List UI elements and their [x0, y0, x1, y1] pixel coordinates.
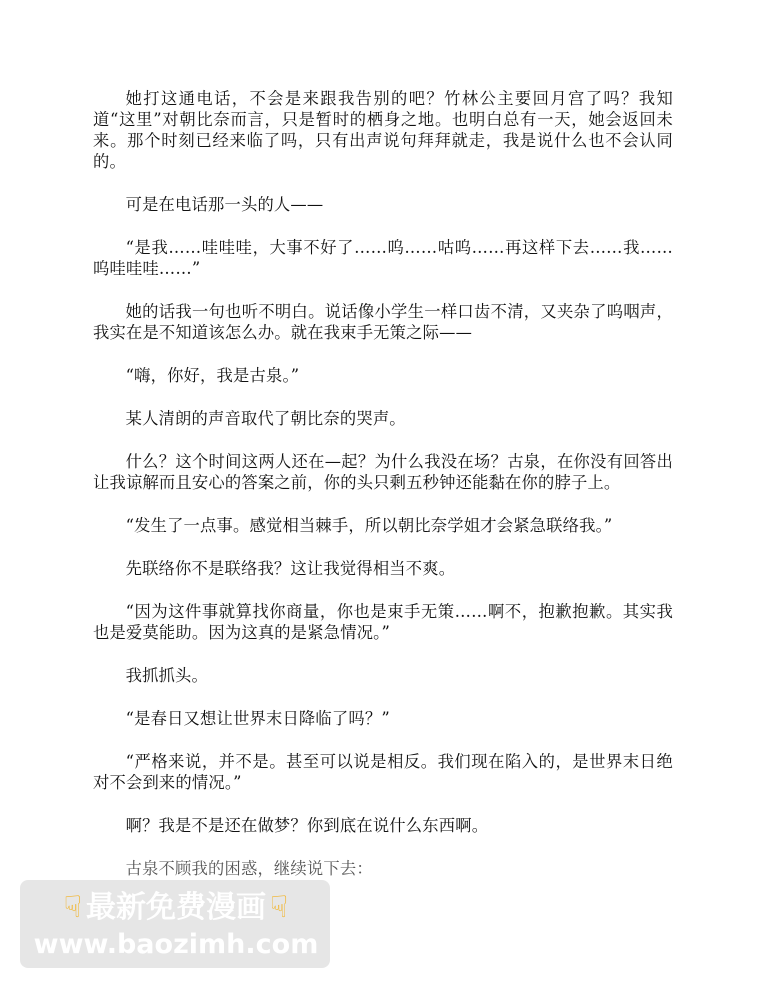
paragraph: 某人清朗的声音取代了朝比奈的哭声。: [125, 409, 406, 428]
paragraph: 我抓抓头。: [125, 666, 209, 685]
paragraph: 可是在电话那一头的人——: [125, 195, 324, 214]
watermark-overlay: [20, 880, 330, 968]
paragraph: “严格来说，并不是。甚至可以说是相反。我们现在陷入的，是世界末日绝对不会到来的情况。”: [93, 752, 673, 792]
watermark-title-row: [28, 888, 324, 928]
paragraph: 先联络你不是联络我？这让我觉得相当不爽。: [125, 559, 456, 578]
watermark-title: 最新免费漫画: [86, 890, 266, 925]
pointing-down-hand-icon: ☟: [63, 890, 82, 925]
paragraph: “是我……哇哇哇，大事不好了……呜……咕呜……再这样下去……我……呜哇哇哇……”: [93, 238, 673, 278]
document-body: [93, 88, 673, 901]
paragraph: “嗨，你好，我是古泉。”: [125, 366, 300, 385]
paragraph: 她的话我一句也听不明白。说话像小学生一样口齿不清，又夹杂了呜咽声，我实在是不知道该怎么办。就在我束手无策之际——: [93, 302, 673, 342]
paragraph: 古泉不顾我的困惑，继续说下去：: [125, 859, 373, 878]
pointing-down-hand-icon: ☟: [270, 890, 289, 925]
paragraph: “发生了一点事。感觉相当棘手，所以朝比奈学姐才会紧急联络我。”: [125, 516, 613, 535]
paragraph: “因为这件事就算找你商量，你也是束手无策……啊不，抱歉抱歉。其实我也是爱莫能助。因为这真的是紧急情况。”: [93, 602, 673, 642]
watermark-url: www.baozimh.com: [33, 929, 319, 960]
paragraph: 什么？这个时间这两人还在—起？为什么我没在场？古泉，在你没有回答出让我谅解而且安心的答案之前，你的头只剩五秒钟还能黏在你的脖子上。: [93, 452, 673, 492]
paragraph: 她打这通电话，不会是来跟我告别的吧？竹林公主要回月宫了吗？我知道“这里”对朝比奈而言，只是暂时的栖身之地。也明白总有一天，她会返回未来。那个时刻已经来临了吗，只有出声说句拜拜就走，我是说什么也不会认同的。: [93, 89, 673, 171]
paragraph: “是春日又想让世界末日降临了吗？”: [125, 709, 390, 728]
paragraph: 啊？我是不是还在做梦？你到底在说什么东西啊。: [125, 816, 489, 835]
